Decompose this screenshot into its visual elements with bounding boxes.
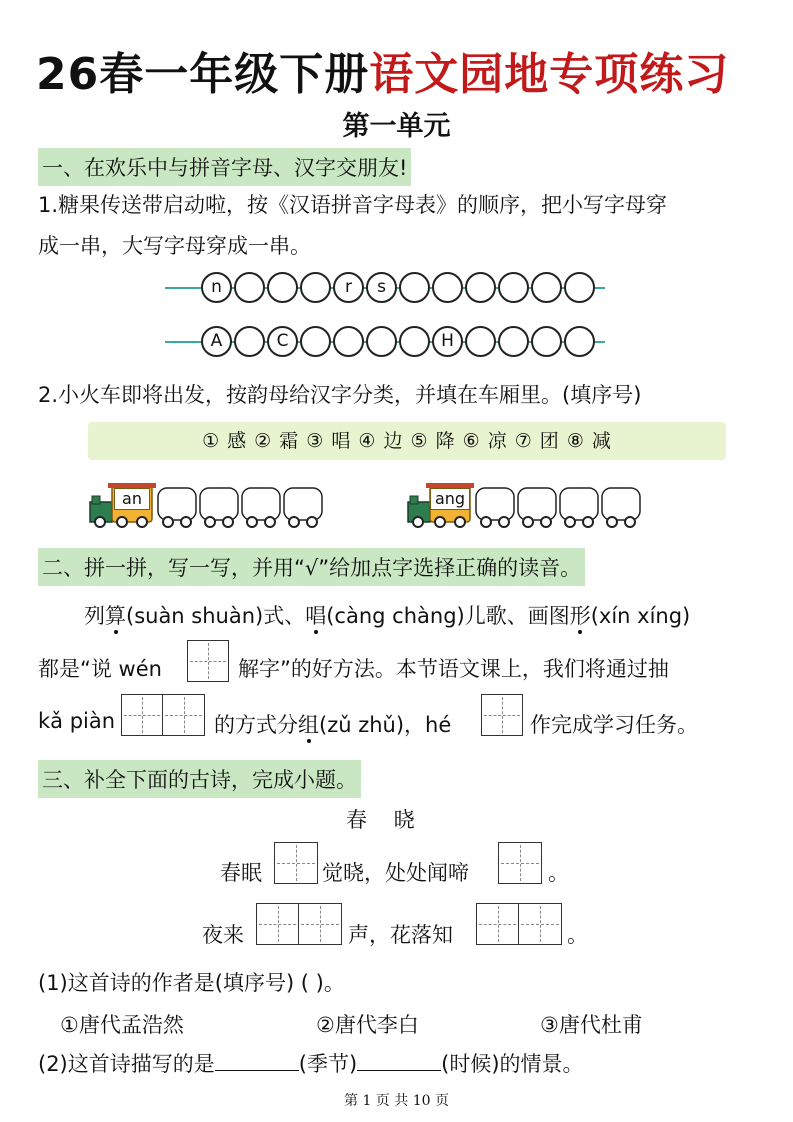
section1-heading: 一、在欢乐中与拼音字母、汉字交朋友! <box>38 148 411 186</box>
uppercase-bead[interactable] <box>399 326 430 357</box>
s3-q1: (1)这首诗的作者是(填序号) ( )。 <box>38 971 345 995</box>
s2-text: 的方式分 <box>214 713 298 737</box>
train-car-2 <box>518 488 556 527</box>
uppercase-bead[interactable]: H <box>432 326 463 357</box>
uppercase-bead[interactable] <box>465 326 496 357</box>
section3-heading: 三、补全下面的古诗，完成小题。 <box>38 760 361 798</box>
page-footer: 第 1 页 共 10 页 <box>344 1093 449 1109</box>
answer-blank-season[interactable] <box>215 1052 299 1071</box>
lowercase-bead[interactable] <box>432 272 463 303</box>
writing-box[interactable] <box>274 842 318 884</box>
title-black: 26春一年级下册 <box>36 49 370 100</box>
lowercase-bead[interactable]: r <box>333 272 364 303</box>
lowercase-bead[interactable] <box>498 272 529 303</box>
train-ang-label: ang <box>430 488 470 510</box>
uppercase-bead[interactable] <box>498 326 529 357</box>
train-car-3 <box>560 488 598 527</box>
pinyin-choice[interactable]: (càng chàng)儿歌、画图 <box>326 604 570 628</box>
pinyin-choice[interactable]: (suàn shuàn)式、 <box>126 604 306 628</box>
writing-box[interactable] <box>498 842 542 884</box>
s2-line3-e: 作完成学习任务。 <box>530 713 698 737</box>
lowercase-bead[interactable] <box>465 272 496 303</box>
s3-q2-text: (季节) <box>298 1052 358 1076</box>
s2-line3-a: kǎ piàn <box>38 709 116 733</box>
dotted-char: 唱 <box>305 604 327 628</box>
s2-line3-mid <box>214 709 451 739</box>
poem-title: 春 晓 <box>346 808 415 832</box>
uppercase-bead[interactable] <box>333 326 364 357</box>
poem-l2-a: 夜来 <box>202 923 244 947</box>
train-car-3 <box>242 488 280 527</box>
writing-box[interactable] <box>121 694 205 736</box>
poem-l1-a: 春眠 <box>220 861 262 885</box>
option-3[interactable]: ③唐代杜甫 <box>540 1013 643 1037</box>
s2-line1 <box>84 600 690 630</box>
uppercase-bead[interactable] <box>564 326 595 357</box>
pinyin-choice[interactable]: (zǔ zhǔ)，hé <box>319 713 452 737</box>
title-red: 语文园地专项练习 <box>369 49 730 100</box>
train-car-4 <box>284 488 322 527</box>
uppercase-bead[interactable] <box>234 326 265 357</box>
character-banner: ① 感 ② 霜 ③ 唱 ④ 边 ⑤ 降 ⑥ 凉 ⑦ 团 ⑧ 减 <box>88 422 726 460</box>
q2-text: 2.小火车即将出发，按韵母给汉字分类，并填在车厢里。(填序号) <box>38 383 642 407</box>
writing-box[interactable] <box>476 903 562 945</box>
lowercase-bead[interactable] <box>267 272 298 303</box>
q1-line2: 成一串，大写字母穿成一串。 <box>38 234 311 258</box>
s2-text: 列 <box>84 604 105 628</box>
train-car-4 <box>602 488 640 527</box>
writing-box[interactable] <box>481 694 523 736</box>
page-title <box>36 38 729 102</box>
s2-line2-b: 解字”的好方法。本节语文课上，我们将通过抽 <box>238 657 669 681</box>
q1-line1: 1.糖果传送带启动啦，按《汉语拼音字母表》的顺序，把小写字母穿 <box>38 193 668 217</box>
poem-l2-c: 。 <box>567 923 588 947</box>
train-car-1 <box>476 488 514 527</box>
s3-q2 <box>38 1048 584 1078</box>
lowercase-bead[interactable] <box>300 272 331 303</box>
uppercase-bead[interactable] <box>300 326 331 357</box>
poem-l1-b: 觉晓，处处闻啼 <box>322 861 469 885</box>
train-car-1 <box>158 488 196 527</box>
pinyin-choice[interactable]: (xín xíng) <box>590 604 691 628</box>
writing-box[interactable] <box>187 640 229 682</box>
train-an-label: an <box>114 488 150 510</box>
uppercase-bead[interactable] <box>366 326 397 357</box>
unit-heading: 第一单元 <box>342 111 451 142</box>
poem-l1-c: 。 <box>548 861 569 885</box>
lowercase-bead[interactable] <box>234 272 265 303</box>
lowercase-bead[interactable]: s <box>366 272 397 303</box>
option-1[interactable]: ①唐代孟浩然 <box>60 1013 184 1037</box>
writing-box[interactable] <box>256 903 342 945</box>
lowercase-bead[interactable]: n <box>201 272 232 303</box>
option-2[interactable]: ②唐代李白 <box>316 1013 419 1037</box>
s3-q2-text: (时候)的情景。 <box>441 1052 584 1076</box>
uppercase-bead[interactable] <box>531 326 562 357</box>
answer-blank-time[interactable] <box>357 1052 441 1071</box>
train-car-2 <box>200 488 238 527</box>
lowercase-bead[interactable] <box>399 272 430 303</box>
uppercase-bead[interactable]: C <box>267 326 298 357</box>
s2-line2-a: 都是“说 wén <box>38 657 162 681</box>
dotted-char: 组 <box>298 713 319 737</box>
dotted-char: 形 <box>569 604 591 628</box>
s3-q2-text: (2)这首诗描写的是 <box>38 1052 215 1076</box>
poem-l2-b: 声，花落知 <box>348 923 453 947</box>
lowercase-bead[interactable] <box>564 272 595 303</box>
uppercase-bead[interactable]: A <box>201 326 232 357</box>
section2-heading: 二、拼一拼，写一写，并用“√”给加点字选择正确的读音。 <box>38 548 585 586</box>
dotted-char: 算 <box>105 604 126 628</box>
lowercase-bead[interactable] <box>531 272 562 303</box>
